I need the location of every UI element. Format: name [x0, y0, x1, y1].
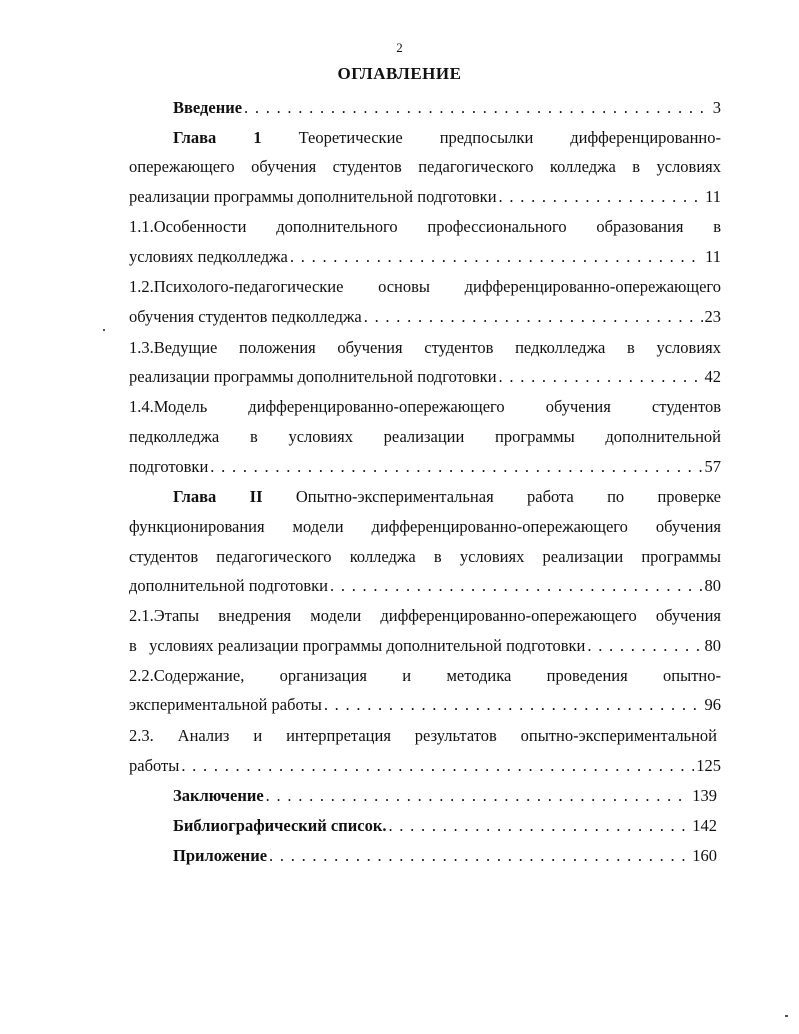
- dot-leader: [269, 846, 690, 866]
- toc-section-2-2-line1[interactable]: 2.2.Содержание, организация и методика проведения опытно-: [129, 666, 721, 685]
- toc-page-number: 11: [705, 247, 721, 266]
- toc-section-1-2-line2[interactable]: обучения студентов педколледжа . . . 23: [129, 307, 721, 327]
- dot-leader: [324, 695, 703, 715]
- toc-section-2-3-line2[interactable]: работы . . . 125: [129, 756, 721, 776]
- toc-page-number: 3: [712, 98, 721, 117]
- dot-leader: [290, 247, 703, 267]
- toc-page-number: 80: [704, 636, 721, 655]
- toc-section-1-1-line1[interactable]: 1.1.Особенности дополнительного профессионального образования в: [129, 217, 721, 236]
- page-number: 2: [396, 40, 403, 55]
- toc-chapter2-line1[interactable]: Глава II Опытно-экспериментальная работа по проверке: [173, 487, 721, 506]
- toc-section-1-4-line2[interactable]: педколледжа в условиях реализации программы дополнительной: [129, 427, 721, 446]
- toc-page-number: 142: [692, 816, 717, 835]
- toc-page-number: 96: [704, 695, 721, 714]
- toc-section-2-1-line2[interactable]: в условиях реализации программы дополнительной подготовки . . . 80: [129, 636, 721, 656]
- toc-entry-label: Приложение: [173, 846, 268, 865]
- toc-section-1-2-line1[interactable]: 1.2.Психолого-педагогические основы дифференцированно-опережающего: [129, 277, 721, 296]
- toc-section-2-2-line2[interactable]: экспериментальной работы . . . 96: [129, 695, 721, 715]
- toc-page-number: 80: [704, 576, 721, 595]
- toc-entry-appendix[interactable]: [173, 846, 717, 866]
- dot-leader: [364, 307, 703, 327]
- toc-section-1-4-line1[interactable]: 1.4.Модель дифференцированно-опережающего обучения студентов: [129, 397, 721, 416]
- toc-section-1-3-line2[interactable]: реализации программы дополнительной подготовки . . . 42: [129, 367, 721, 387]
- dot-leader: [181, 756, 694, 776]
- dot-leader: [210, 457, 702, 477]
- toc-page-number: 42: [704, 367, 721, 386]
- toc-chapter1-line1[interactable]: Глава 1 Теоретические предпосылки дифференцированно-: [173, 128, 721, 147]
- toc-page-number: 57: [704, 457, 721, 476]
- dot-leader: [244, 98, 711, 118]
- toc-chapter2-line3[interactable]: студентов педагогического колледжа в условиях реализации программы: [129, 547, 721, 566]
- dot-leader: [266, 786, 691, 806]
- toc-entry-label: Заключение: [173, 786, 264, 805]
- toc-chapter1-line3[interactable]: реализации программы дополнительной подготовки . . . 11: [129, 187, 721, 207]
- toc-chapter2-line4[interactable]: дополнительной подготовки . . . 80: [129, 576, 721, 596]
- toc-page-number: 139: [692, 786, 717, 805]
- toc-page-number: 160: [692, 846, 717, 865]
- toc-entry-label: Библиографический список.: [173, 816, 387, 835]
- dot-leader: [499, 367, 703, 387]
- toc-entry-bibliography[interactable]: [173, 816, 717, 836]
- dot-leader: [330, 576, 703, 596]
- dot-leader: [499, 187, 704, 207]
- toc-page-number: 125: [696, 756, 721, 775]
- toc-entry-conclusion[interactable]: [173, 786, 717, 806]
- dot-leader: [388, 816, 690, 836]
- scan-speck: [785, 1015, 788, 1017]
- toc-section-1-1-line2[interactable]: условиях педколледжа . . . 11: [129, 247, 721, 267]
- toc-section-1-3-line1[interactable]: 1.3.Ведущие положения обучения студентов педколледжа в условиях: [129, 338, 721, 357]
- dot-leader: [587, 636, 702, 656]
- toc-section-2-3-line1[interactable]: 2.3. Анализ и интерпретация результатов опытно-экспериментальной: [129, 726, 717, 745]
- toc-entry-introduction[interactable]: [173, 98, 721, 118]
- toc-page-number: 23: [704, 307, 721, 326]
- toc-chapter2-line2[interactable]: функционирования модели дифференцированно-опережающего обучения: [129, 517, 721, 536]
- page-title: ОГЛАВЛЕНИЕ: [337, 64, 462, 83]
- toc-section-1-4-line3[interactable]: подготовки . . . 57: [129, 457, 721, 477]
- toc-entry-label: Введение: [173, 98, 243, 117]
- toc-section-2-1-line1[interactable]: 2.1.Этапы внедрения модели дифференцированно-опережающего обучения: [129, 606, 721, 625]
- toc-page-number: 11: [705, 187, 721, 206]
- scan-speck: [103, 329, 105, 331]
- toc-chapter1-line2[interactable]: опережающего обучения студентов педагогического колледжа в условиях: [129, 157, 721, 176]
